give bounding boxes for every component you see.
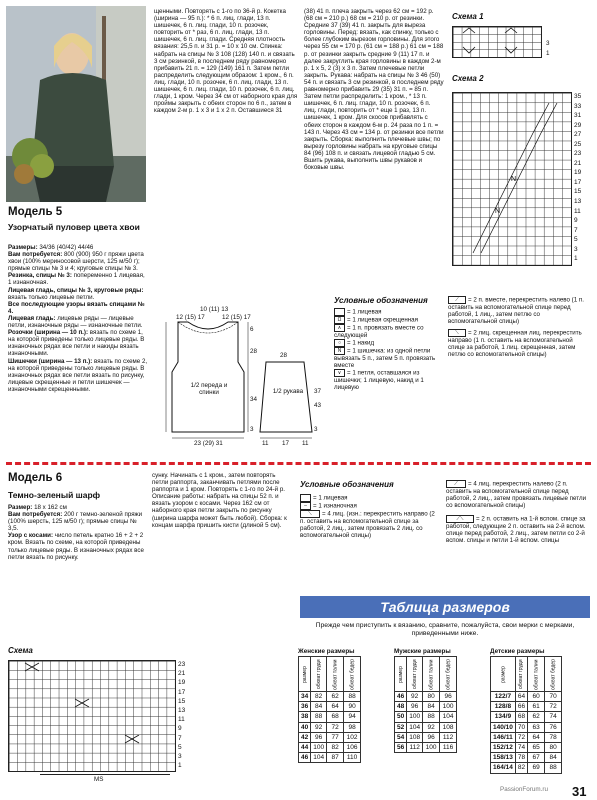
spec-bobbles: Шишечки (ширина — 13 п.): вязать по схеме 2, на которой приведены только лицевые ряды. В изнаночных рядах все петли вязать по рисунку, лицевые скрещенные и петли шишечек — изнаночными скрещенными. xyxy=(8,357,148,393)
women-size-table: Женские размеры размер обхват груди обхват талии обхват бедер 34 82 62 88 36 84 64 90 38 88 68 94 40 92 72 98 42 96 77 102 44 100 82 106 46 104 87 110 xyxy=(298,648,361,763)
dim-side-34: 34 xyxy=(250,396,258,403)
schema1-title: Схема 1 xyxy=(452,12,484,21)
legend-item: = 1 лицевая xyxy=(300,494,440,502)
model-photo xyxy=(6,6,146,202)
model6-description-col2: сунку. Начинать с 1 кром., затем повторять петли раппорта, заканчивать петлями после раппорта и 1 кром. Повторять с 1-го по 24-й р. Описание работы: набрать на спицы 52 п. и вязать узором с косами. Через 162 см от наборного края петли закрыть по рисунку (ширина шарфа может быть любой). Сборка: к концам шарфа пришить кисти (длиной 5 см). xyxy=(152,472,287,529)
model5-subtitle: Узорчатый пуловер цвета хвои xyxy=(8,222,140,232)
scarf-schema-symbols xyxy=(9,661,175,771)
bobble-remainder-icon: ∨ xyxy=(334,369,345,377)
legend-item: = 1 лицевая xyxy=(334,308,444,316)
spec-sizes: Размеры: 34/36 (40/42) 44/46 xyxy=(8,244,94,251)
model6-legend xyxy=(300,494,440,539)
dim-side-3: 3 xyxy=(250,426,254,433)
schema2-row-numbers: 35 33 31 29 27 25 23 21 19 17 15 13 11 9 7 5 3 1 xyxy=(574,93,582,263)
watermark: PassionForum.ru xyxy=(500,786,548,793)
table-row: 158/13 78 67 84 xyxy=(491,753,562,763)
model5-legend-title: Условные обозначения xyxy=(334,296,428,305)
section-divider xyxy=(6,462,591,465)
men-size-table: Мужские размеры размер обхват груди обхват талии обхват бедер 46 92 80 96 48 96 84 100 50 100 88 104 52 104 92 108 54 108 96 112 56 112 100 116 xyxy=(394,648,457,753)
table-row: 134/9 68 62 74 xyxy=(491,712,562,722)
table-row: 164/14 82 69 88 xyxy=(491,763,562,773)
spec-stockinette-round: Лицевая гладь, спицы № 3, круговые ряды: вязать только лицевые петли. xyxy=(8,286,144,301)
dim-sleeve-side-43: 43 xyxy=(314,402,322,409)
yarn-over-icon: ○ xyxy=(334,339,345,347)
table-row: 54 108 96 112 xyxy=(395,732,457,742)
dim-sleeve-top: 28 xyxy=(280,352,288,359)
size-table-intro: Прежде чем приступить к вязанию, сравните, пожалуйста, свои мерки с мерками, приведенными ниже. xyxy=(315,622,575,637)
twisted-knit-icon: Ω xyxy=(334,316,345,324)
dim-sleeve-bottom-1: 11 xyxy=(262,440,269,447)
table-row: 52 104 92 108 xyxy=(395,722,457,732)
spec-cable-pattern: Узор с косами: число петель кратно 16 + 2 + 2 кром. Вязать по схеме, на которой приведены только лицевые ряды. В изнаночных рядах все петли вязать по рисунку. xyxy=(8,532,144,561)
table-row: 50 100 88 104 xyxy=(395,712,457,722)
scarf-schema-grid xyxy=(8,660,176,772)
table-row: 46 92 80 96 xyxy=(395,692,457,702)
men-table-title: Мужские размеры xyxy=(394,648,451,655)
photo-illustration xyxy=(6,6,146,202)
schema1-row-1: 1 xyxy=(546,50,550,57)
table-row: 34 82 62 88 xyxy=(299,692,361,702)
model5-legend-right xyxy=(448,296,590,359)
legend-item: ⟋ = 4 лиц. перекрестить налево (2 п. оставить на вспомогательной спице перед работой, 2 лиц., затем провязать лицевые петли со вспомогательной спицы) xyxy=(446,480,587,510)
table-row: 46 104 87 110 xyxy=(299,753,361,763)
dim-side-28: 28 xyxy=(250,348,258,355)
table-row: 146/11 72 64 78 xyxy=(491,732,562,742)
svg-text:N: N xyxy=(511,176,517,183)
table-row: 122/7 64 60 70 xyxy=(491,692,562,702)
table-row: 36 84 64 90 xyxy=(299,702,361,712)
model6-description-col1 xyxy=(8,504,148,561)
dim-top-right: 12 (15) 17 xyxy=(222,314,251,321)
bobble-icon: N xyxy=(334,347,345,355)
dim-bottom-width: 23 (29) 31 xyxy=(194,440,223,447)
spec-roses: Розочки (ширина — 10 п.): вязать по схеме 1, на которой приведены только лицевые ряды. В изнаночных рядах все петли и накиды вязать изнаночными. xyxy=(8,329,145,358)
spec-materials: Вам потребуется: 200 г темно-зеленой пряжи (100% шерсть, 125 м/50 г); прямые спицы № 3,5. xyxy=(8,511,143,533)
model5-description-col1 xyxy=(8,244,148,393)
spec-needles-note: Все последующие узоры вязать спицами № 4. xyxy=(8,300,145,315)
cross-right-icon: ⟍ xyxy=(448,329,466,337)
dim-top-center: 10 (11) 13 xyxy=(200,306,229,313)
legend-item: ⟍ = 4 лиц. (изн.: перекрестить направо (2 п. оставить на вспомогательной спице за работой, 2 лиц., затем провязать 2 лиц. со вспомогательной спицы) xyxy=(300,510,435,540)
scarf-schema-ms-line xyxy=(40,774,170,775)
model5-title: Модель 5 xyxy=(8,206,63,218)
dim-side-6: 6 xyxy=(250,326,254,333)
legend-item: ⟋⟍ = 2 п. оставить на 1-й вспом. спице за работой, следующие 2 п. оставить на 2-й вспом. спице перед работой, 2 лиц., затем петли со 2-й вспом. спицы и петли 1-й вспом. спицы xyxy=(446,515,586,545)
table-row: 40 92 72 98 xyxy=(299,722,361,732)
spec-rib: Резинка, спицы № 3: попеременно 1 лицевая, 1 изнаночная. xyxy=(8,272,145,287)
scarf-schema-title: Схема xyxy=(8,646,33,655)
legend-item: Ω = 1 лицевая скрещенная xyxy=(334,316,444,324)
legend-item: – = 1 изнаночная xyxy=(300,502,440,510)
dim-sleeve-side-37: 37 xyxy=(314,388,322,395)
spec-size: Размер: 18 х 162 см xyxy=(8,504,67,511)
legend-item: ⟍ = 2 лиц. скрещенная лиц. перекрестить направо (1 п. оставить на вспомогательной спице за работой, 1 лиц. скрещенная, затем петлю со вспомогательной спицы) xyxy=(448,329,582,359)
pattern-diagram xyxy=(148,292,328,452)
table-row: 44 100 82 106 xyxy=(299,742,361,752)
model6-legend-title: Условные обозначения xyxy=(300,480,394,489)
dim-top-left: 12 (15) 17 xyxy=(176,314,205,321)
model6-title: Модель 6 xyxy=(8,472,63,484)
dim-sleeve-side-3: 3 xyxy=(314,426,318,433)
table-row: 56 112 100 116 xyxy=(395,742,457,752)
spec-stockinette: Лицевая гладь: лицевые ряды — лицевые петли, изнаночные ряды — изнаночные петли. xyxy=(8,314,143,330)
kids-size-table: Детские размеры размер обхват груди обхват талии обхват бедер 122/7 64 60 70 128/8 66 61 72 134/9 68 62 74 140/10 70 63 76 146/11 72 64 78 152/12 74 65 80 158/13 78 67 84 164/14 82 69 88 xyxy=(490,648,562,774)
legend-item: ⟋ = 2 п. вместе, перекрестить налево (1 п. оставить на вспомогательной спице перед работой, 1 лиц., затем петлю со вспомогательной спицы) xyxy=(448,296,584,326)
together-icon: ∧ xyxy=(334,324,345,332)
cable-left-icon: ⟋ xyxy=(446,480,466,488)
model5-description-col2: щенными. Повторять с 1-го по 36-й р. Кокетка (ширина — 95 п.): * 6 п. лиц. глади, 13 п. шишечек, 6 п. лиц. глади, 10 п. розочек, повторить от * раз, 6 п. лиц. глади, 13 п. шишечек, 6 п. лиц. глади. Средняя плотность вязания: 25,5 п. и 31 р. = 10 х 10 см. Спинка: набрать на спицы № 3 108 (128) 140 п. и связать 3 см резинкой, в последнем ряду равномерно прибавить 21 п. = 129 (149) 161 п. Затем петли распределить следующим образом: 1 кром., 6 п. лиц. глади, 10 п. розочек, 6 п. лиц. глади, 13 п. шишечек, 6 п. лиц. глади, 10 п. розочек, 6 п. лиц. глади, 1 кром. Через 34 см от наборного края для проймы закрыть с обеих сторон по 6 п., затем в каждом 2-м р. 1 х 3 и 1 х 2 п. Оставшиеся 31 xyxy=(154,8,298,115)
label-front-back: 1/2 переда и спинки xyxy=(190,382,228,396)
women-table-title: Женские размеры xyxy=(298,648,355,655)
purl-symbol-icon: – xyxy=(300,502,311,510)
legend-item: ○ = 1 накид xyxy=(334,339,444,347)
table-row: 128/8 66 61 72 xyxy=(491,702,562,712)
cross-left-icon: ⟋ xyxy=(448,296,466,304)
table-row: 38 88 68 94 xyxy=(299,712,361,722)
legend-item: ∨ = 1 петля, оставшаяся из шишечки; 1 лицевую, накид и 1 лицевую xyxy=(334,369,424,392)
spec-materials: Вам потребуется: 800 (900) 950 г пряжи цвета хвои (100% мериносовой шерсти, 125 м/50 г); прямые спицы № 3 и 4; круговые спицы № 3. xyxy=(8,251,144,273)
schema1-grid xyxy=(452,26,542,58)
model6-legend-right xyxy=(446,480,592,545)
label-sleeve: 1/2 рукава xyxy=(272,388,304,395)
schema2-grid xyxy=(452,92,572,266)
scarf-schema-row-numbers: 23 21 19 17 15 13 11 9 7 5 3 1 xyxy=(178,661,186,770)
size-table-banner: Таблица размеров xyxy=(300,596,590,618)
schema2-symbols xyxy=(453,93,571,265)
legend-item: ∧ = 1 п. провязать вместе со следующей xyxy=(334,324,424,339)
page-number: 31 xyxy=(572,784,587,799)
table-row: 152/12 74 65 80 xyxy=(491,742,562,752)
kids-table-title: Детские размеры xyxy=(490,648,545,655)
model6-subtitle: Темно-зеленый шарф xyxy=(8,490,101,500)
dim-sleeve-bottom-3: 11 xyxy=(302,440,309,447)
svg-text:N: N xyxy=(495,208,501,215)
cable-right-icon: ⟍ xyxy=(300,510,320,518)
cable-double-icon: ⟋⟍ xyxy=(446,515,474,523)
knit-symbol-icon xyxy=(300,494,311,502)
table-row: 48 96 84 100 xyxy=(395,702,457,712)
knit-symbol-icon xyxy=(334,308,345,316)
schema1-row-3: 3 xyxy=(546,40,550,47)
schema1-symbols xyxy=(453,27,541,57)
table-row: 42 96 77 102 xyxy=(299,732,361,742)
table-row: 140/10 70 63 76 xyxy=(491,722,562,732)
dim-sleeve-bottom-2: 17 xyxy=(282,440,290,447)
legend-item: N = 1 шишечка: из одной петли вывязать 5 п., затем 5 п. провязать вместе xyxy=(334,347,436,370)
schema2-title: Схема 2 xyxy=(452,74,484,83)
model5-legend xyxy=(334,308,444,391)
scarf-schema-ms: MS xyxy=(94,776,104,783)
model5-description-col3: (38) 41 п. плеча закрыть через 62 см = 192 р. (68 см = 210 р.) 68 см = 210 р. от резинки. Средние 37 (39) 41 п. закрыть для выреза горловины. Перед: вязать, как спинку, только с более глубоким вырезом горловины. Для этого через 55 см = 170 р. (61 см = 188 р.) 61 см = 188 р. от резинки закрыть средние 9 (11) 17 п. и далее закруглить края горловины в каждом 2-м р. 1 х 5, 2 (3) х 3 п. Затем плечевые петли закрыть. Рукава: набрать на спицы № 3 46 (50) 54 п. и связать 3 см резинкой, в последнем ряду равномерно прибавить 29 (35) 31 п. = 85 п. Затем петли распределить: 1 кром., * 13 п. шишечек, 6 п. лиц. глади, 10 п. розочек, 6 п. лиц. глади, повторить от * еще 1 раз, 13 п. шишечек, 1 кром. Для скосов прибавлять с обеих сторон в каждом 6-м р. 24 раза по 1 п. = 143 п. Через 43 см = 134 р. от резинки все петли закрыть. Сборка: выполнить плечевые швы; по вырезу горловины набрать на круговые спицы 84 (96) 108 п. и связать лицевой гладью 5 см. Вшить рукава, выполнить швы рукавов и боковые швы. xyxy=(304,8,444,172)
